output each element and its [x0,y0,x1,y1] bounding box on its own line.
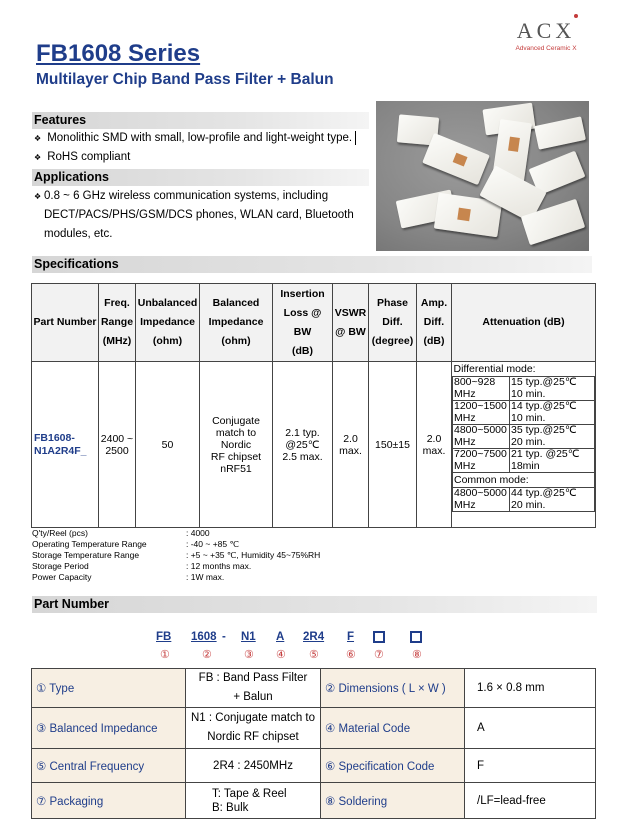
circled-number: ④ [276,649,286,661]
part-number-heading: Part Number [32,596,597,613]
soldering-box-icon [410,631,422,643]
col-phase: Phase Diff. (degree) [369,284,417,362]
note-row: Operating Temperature Range : -40 ~ +85 ℃ [32,539,240,549]
table-row [32,783,596,819]
cell-freq: 2400 ~ 2500 [99,362,136,528]
circled-number: ⑧ [412,649,422,661]
bullet-icon: ❖ [34,153,42,162]
col-amp: Amp. Diff. (dB) [417,284,452,362]
material-code-label: ④ Material Code [321,708,465,749]
logo-dot [574,14,578,18]
cell-amp: 2.0 max. [417,362,452,528]
features-heading: Features [32,112,369,129]
circled-number: ① [160,649,170,661]
col-vswr: VSWR @ BW [333,284,369,362]
note-row: Storage Temperature Range : +5 ~ +35 ℃, Humidity 45~75%RH [32,550,321,560]
note-row: Power Capacity : 1W max. [32,572,225,582]
attenuation-row [453,449,595,473]
page-subtitle: Multilayer Chip Band Pass Filter + Balun [36,71,334,88]
packaging-label: ⑦ Packaging [32,783,186,819]
attenuation-table [452,362,595,512]
page-title: FB1608 Series [36,40,201,67]
specifications-heading: Specifications [32,256,592,273]
notes-block [32,528,320,583]
part-number-table [31,668,596,819]
chip-image [422,133,490,185]
circled-number: ⑤ [309,649,319,661]
circled-number: ③ [244,649,254,661]
packaging-box-icon [373,631,385,643]
table-row [32,708,596,749]
packaging-value: T: Tape & Reel B: Bulk [186,783,321,819]
col-insertion-loss: Insertion Loss @ BW (dB) [273,284,333,362]
att-freq: 4800~5000 MHz [453,425,510,449]
circled-number: ② [202,649,212,661]
specifications-table [31,283,596,528]
cell-insertion-loss: 2.1 typ. @25℃ 2.5 max. [273,362,333,528]
table-row [32,669,596,708]
feature-item: ❖ Monolithic SMD with small, low-profile and light-weight type. [34,132,353,144]
attenuation-row [453,377,595,401]
differential-mode-label: Differential mode: [453,363,536,375]
logo-subtext: Advanced Ceramic X [515,45,577,52]
balanced-impedance-value: N1 : Conjugate match to Nordic RF chipset [186,708,321,749]
code-type: FB [156,631,172,643]
code-dash: - [222,631,226,643]
soldering-value: /LF=lead-free [465,783,596,819]
cell-unbalanced: 50 [136,362,200,528]
att-freq: 4800~5000 MHz [453,488,510,512]
col-freq: Freq. Range (MHz) [99,284,136,362]
col-unbalanced: Unbalanced Impedance (ohm) [136,284,200,362]
product-photo [376,101,589,251]
company-logo [506,18,586,52]
attenuation-row [453,401,595,425]
att-freq: 800~928 MHz [453,377,510,401]
col-part-number: Part Number [32,284,99,362]
table-header-row [32,284,596,362]
code-material: A [276,631,285,643]
table-row [32,749,596,783]
central-frequency-label: ⑤ Central Frequency [32,749,186,783]
col-attenuation: Attenuation (dB) [452,284,596,362]
cell-attenuation [452,362,596,528]
text-cursor [355,131,356,145]
dimensions-value: 1.6 × 0.8 mm [465,669,596,708]
att-value: 35 typ.@25℃ 20 min. [510,425,595,449]
application-line: DECT/PACS/PHS/GSM/DCS phones, WLAN card, Bluetooth [44,209,354,221]
cell-part-number: FB1608- N1A2R4F_ [32,362,99,528]
central-frequency-value: 2R4 : 2450MHz [186,749,321,783]
att-value: 15 typ.@25℃ 10 min. [510,377,595,401]
common-mode-label: Common mode: [453,473,595,488]
bullet-icon: ❖ [34,134,42,143]
dimensions-label: ② Dimensions ( L × W ) [321,669,465,708]
note-row: Q'ty/Reel (pcs) : 4000 [32,528,210,538]
cell-phase: 150±15 [369,362,417,528]
type-value: FB : Band Pass Filter + Balun [186,669,321,708]
bullet-icon: ❖ [34,192,42,201]
circled-number: ⑥ [346,649,356,661]
code-spec: F [347,631,355,643]
table-row [32,362,596,528]
soldering-label: ⑧ Soldering [321,783,465,819]
specification-code-label: ⑥ Specification Code [321,749,465,783]
att-value: 14 typ.@25℃ 10 min. [510,401,595,425]
logo-text: ACX [516,18,576,43]
col-balanced: Balanced Impedance (ohm) [200,284,273,362]
att-value: 44 typ.@25℃ 20 min. [510,488,595,512]
application-line: ❖ 0.8 ~ 6 GHz wireless communication systems, including [34,190,329,202]
type-label: ① Type [32,669,186,708]
applications-heading: Applications [32,169,369,186]
att-freq: 1200~1500 MHz [453,401,510,425]
chip-image [534,116,586,149]
code-dimension: 1608 [191,631,217,643]
att-freq: 7200~7500 MHz [453,449,510,473]
code-impedance: N1 [241,631,256,643]
att-value: 21 typ. @25℃ 18min [510,449,595,473]
attenuation-row [453,488,595,512]
balanced-impedance-label: ③ Balanced Impedance [32,708,186,749]
circled-number: ⑦ [374,649,384,661]
application-line: modules, etc. [44,228,113,240]
cell-balanced: Conjugate match to Nordic RF chipset nRF51 [200,362,273,528]
cell-vswr: 2.0 max. [333,362,369,528]
feature-item: ❖ RoHS compliant [34,151,131,163]
material-code-value: A [465,708,596,749]
attenuation-row [453,425,595,449]
specification-code-value: F [465,749,596,783]
note-row: Storage Period : 12 months max. [32,561,252,571]
code-frequency: 2R4 [303,631,325,643]
